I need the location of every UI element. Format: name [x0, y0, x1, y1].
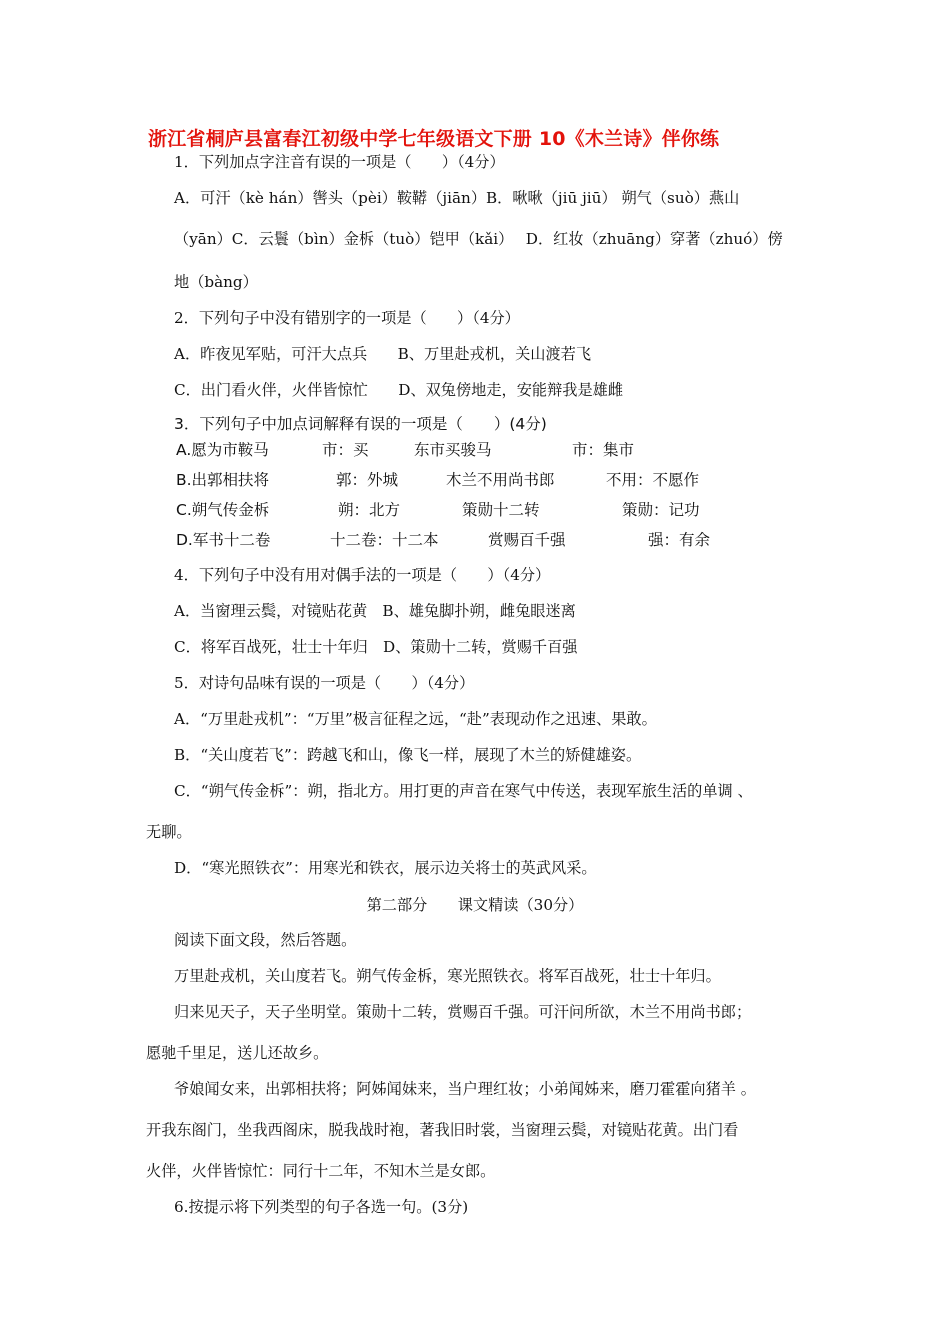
- document-title: 浙江省桐庐县富春江初级中学七年级语文下册 10《木兰诗》伴你练: [148, 128, 720, 150]
- q3-row-d-phrase: D.军书十二卷: [176, 531, 271, 549]
- q1-options-line3: 地（bàng）: [174, 273, 258, 291]
- q3-row-b-meaning: 郭：外城: [336, 471, 399, 489]
- q3-row-c-phrase2: 策勋十二转: [462, 501, 540, 519]
- q3-row-d-meaning: 十二卷：十二本: [330, 531, 439, 549]
- q5-option-c-line2: 无聊。: [146, 823, 192, 841]
- q5-option-b: B．“关山度若飞”：跨越飞和山，像飞一样，展现了木兰的矫健雄姿。: [174, 746, 642, 764]
- passage-paragraph-3-line3: 火伴，火伴皆惊忙：同行十二年，不知木兰是女郎。: [146, 1162, 496, 1180]
- q3-row-a-meaning2: 市：集市: [572, 441, 635, 459]
- q1-options-line2: （yān）C．云鬟（bìn）金柝（tuò）铠甲（kǎi） D．红妆（zhuāng）穿著（zhuó）傍: [174, 230, 783, 248]
- q2-stem: 2．下列句子中没有错别字的一项是（ ）（4分）: [174, 309, 520, 327]
- q4-options-cd: C．将军百战死，壮士十年归 D、策勋十二转，赏赐千百强: [174, 638, 578, 656]
- q3-row-c-phrase: C.朔气传金柝: [176, 501, 270, 519]
- q2-options-ab: A．昨夜见军贴，可汗大点兵 B、万里赴戎机，关山渡若飞: [174, 345, 592, 363]
- q3-row-c-meaning: 朔：北方: [338, 501, 401, 519]
- q5-option-d: D．“寒光照铁衣”：用寒光和铁衣，展示边关将士的英武风采。: [174, 859, 597, 877]
- q5-stem: 5．对诗句品味有误的一项是（ ）（4分）: [174, 674, 475, 692]
- q3-row-a-meaning: 市：买: [322, 441, 369, 459]
- passage-paragraph-3-line2: 开我东阁门，坐我西阁床，脱我战时袍，著我旧时裳，当窗理云鬓，对镜贴花黄。出门看: [146, 1121, 739, 1139]
- part2-heading: 第二部分 课文精读（30分）: [366, 896, 584, 914]
- q3-row-b-phrase2: 木兰不用尚书郎: [446, 471, 555, 489]
- q4-options-ab: A．当窗理云鬓，对镜贴花黄 B、雄兔脚扑朔，雌兔眼迷离: [174, 602, 576, 620]
- q3-row-a-phrase2: 东市买骏马: [414, 441, 492, 459]
- passage-paragraph-2-line1: 归来见天子，天子坐明堂。策勋十二转，赏赐百千强。可汗问所欲，木兰不用尚书郎；: [174, 1003, 752, 1021]
- q4-stem: 4．下列句子中没有用对偶手法的一项是（ ）（4分）: [174, 566, 551, 584]
- passage-paragraph-1: 万里赴戎机，关山度若飞。朔气传金柝，寒光照铁衣。将军百战死，壮士十年归。: [174, 967, 721, 985]
- q3-row-b-meaning2: 不用：不愿作: [606, 471, 700, 489]
- passage-paragraph-3-line1: 爷娘闻女来，出郭相扶将；阿姊闻妹来，当户理红妆；小弟闻姊来，磨刀霍霍向猪羊 。: [174, 1080, 756, 1098]
- q3-row-a-phrase: A.愿为市鞍马: [176, 441, 269, 459]
- q3-row-b-phrase: B.出郭相扶将: [176, 471, 270, 489]
- q5-option-a: A．“万里赴戎机”：“万里”极言征程之远，“赴”表现动作之迅速、果敢。: [174, 710, 657, 728]
- passage-paragraph-2-line2: 愿驰千里足，送儿还故乡。: [146, 1044, 329, 1062]
- q3-row-d-meaning2: 强：有余: [648, 531, 711, 549]
- q1-options-line1: A．可汗（kè hán）辔头（pèi）鞍鞯（jiān）B．啾啾（jiū jiū） 朔气（suò）燕山: [174, 189, 740, 207]
- q6-stem: 6.按提示将下列类型的句子各选一句。(3分): [174, 1198, 469, 1216]
- q5-option-c-line1: C．“朔气传金柝”：朔，指北方。用打更的声音在寒气中传送，表现军旅生活的单调 、: [174, 782, 753, 800]
- q3-stem: 3．下列句子中加点词解释有误的一项是（ ）(4分): [174, 415, 547, 433]
- reading-intro: 阅读下面文段，然后答题。: [174, 931, 357, 949]
- q3-row-c-meaning2: 策勋：记功: [622, 501, 700, 519]
- q2-options-cd: C．出门看火伴，火伴皆惊忙 D、双兔傍地走，安能辩我是雄雌: [174, 381, 624, 399]
- q1-stem: 1．下列加点字注音有误的一项是（ ）（4分）: [174, 153, 505, 171]
- q3-row-d-phrase2: 赏赐百千强: [488, 531, 566, 549]
